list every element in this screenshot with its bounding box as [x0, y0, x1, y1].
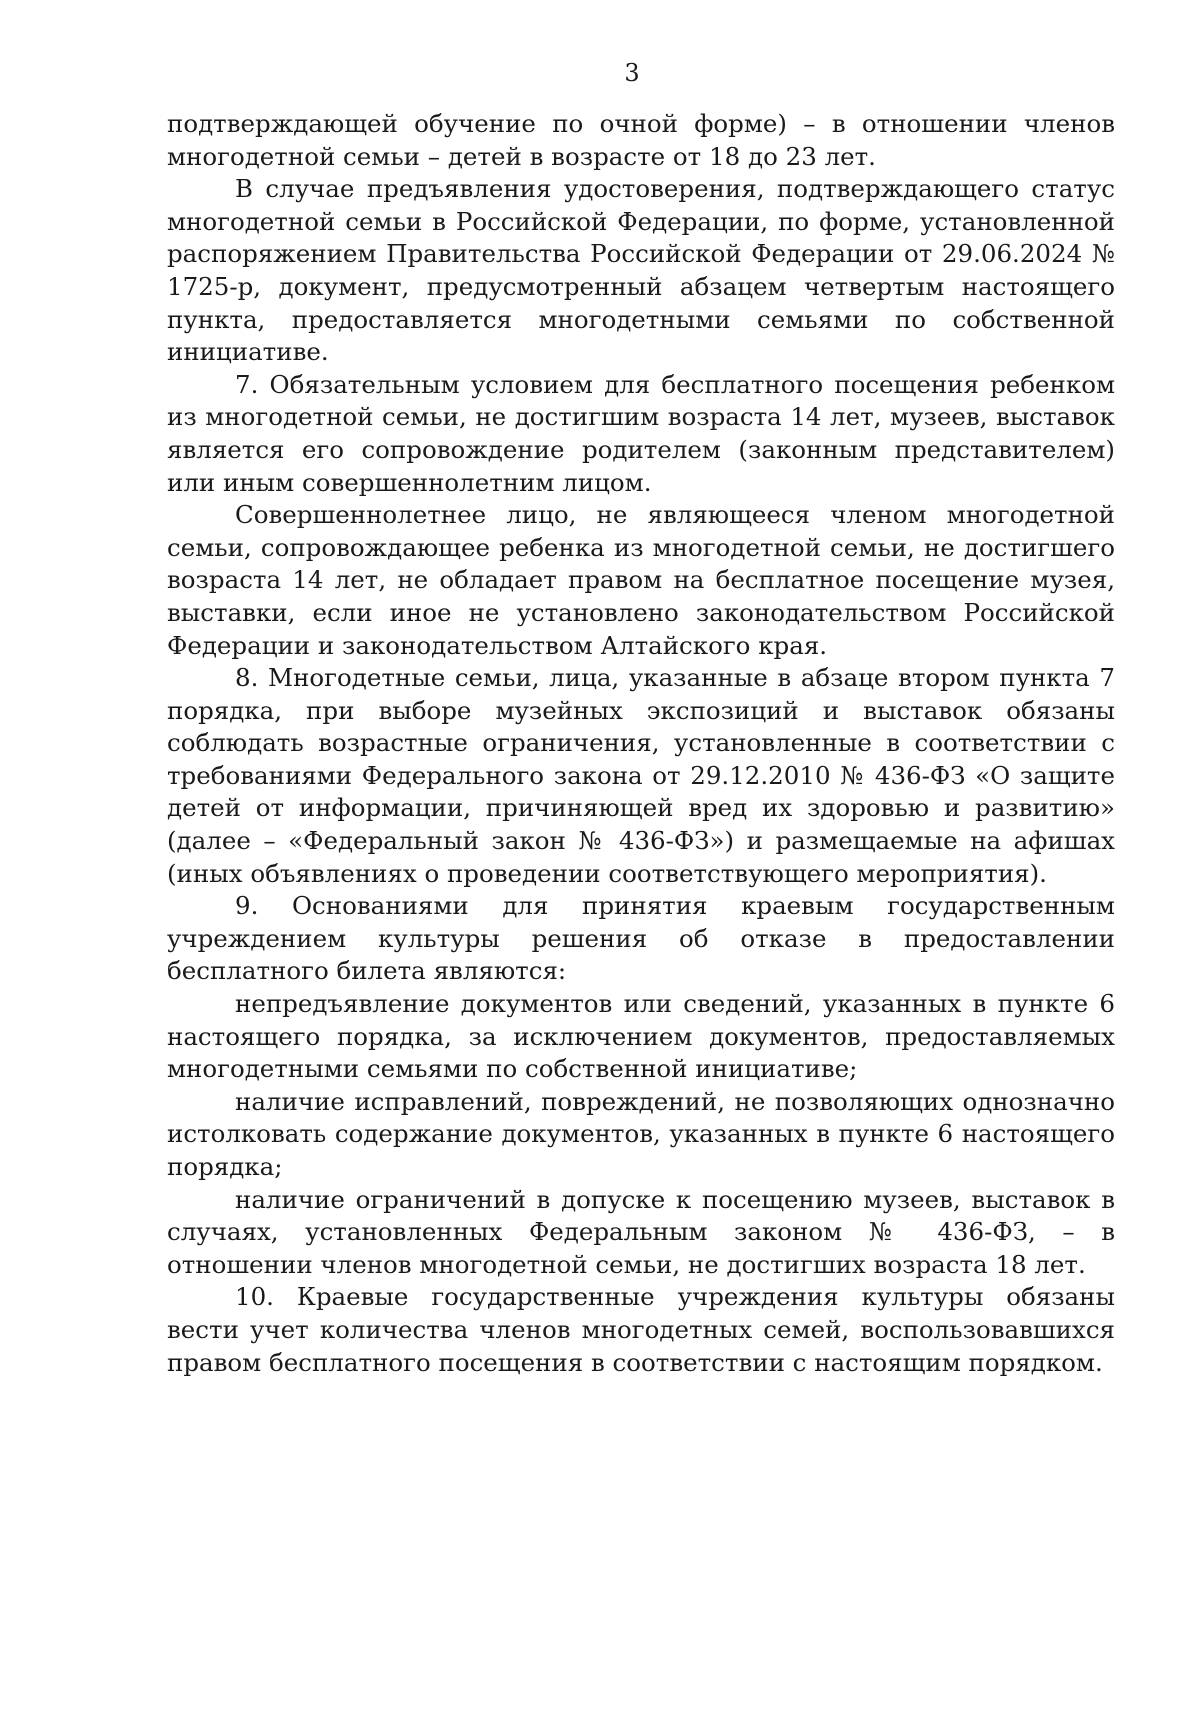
paragraph-item-8: 8. Многодетные семьи, лица, указанные в абзаце втором пункта 7 порядка, при выборе музейных экспозиций и выставок обязаны соблюдать возрастные ограничения, установленные в соответствии с требованиями Федерального закона от 29.12.2010 № 436-ФЗ «О защите детей от информации, причиняющей вред их здоровью и развитию» (далее – «Федеральный закон № 436-ФЗ») и размещаемые на афишах (иных объявлениях о проведении соответствующего мероприятия). [167, 663, 1115, 888]
paragraph-refusal-reason-1: непредъявление документов или сведений, указанных в пункте 6 настоящего порядка, за исключением документов, предоставляемых многодетными семьями по собственной инициативе; [167, 989, 1115, 1084]
document-body [167, 108, 1115, 1379]
paragraph-item-9: 9. Основаниями для принятия краевым государственным учреждением культуры решения об отказе в предоставлении бесплатного билета являются: [167, 891, 1115, 986]
page-number: 3 [624, 59, 640, 87]
paragraph-certificate-status: В случае предъявления удостоверения, подтверждающего статус многодетной семьи в Российской Федерации, по форме, установленной распоряжением Правительства Российской Федерации от 29.06.2024 № 1725-р, документ, предусмотренный абзацем четвертым настоящего пункта, предоставляется многодетными семьями по собственной инициативе. [167, 174, 1115, 367]
paragraph-refusal-reason-3: наличие ограничений в допуске к посещению музеев, выставок в случаях, установленных Федеральным законом № 436-ФЗ, – в отношении членов многодетной семьи, не достигших возраста 18 лет. [167, 1184, 1115, 1279]
paragraph-refusal-reason-2: наличие исправлений, повреждений, не позволяющих однозначно истолковать содержание документов, указанных в пункте 6 настоящего порядка; [167, 1086, 1115, 1181]
paragraph-continuation: подтверждающей обучение по очной форме) – в отношении членов многодетной семьи – детей в возрасте от 18 до 23 лет. [167, 109, 1115, 171]
paragraph-item-7: 7. Обязательным условием для бесплатного посещения ребенком из многодетной семьи, не достигшим возраста 14 лет, музеев, выставок является его сопровождение родителем (законным представителем) или иным совершеннолетним лицом. [167, 369, 1115, 497]
paragraph-adult-companion: Совершеннолетнее лицо, не являющееся членом многодетной семьи, сопровождающее ребенка из многодетной семьи, не достигшего возраста 14 лет, не обладает правом на бесплатное посещение музея, выставки, если иное не установлено законодательством Российской Федерации и законодательством Алтайского края. [167, 500, 1115, 660]
paragraph-item-10: 10. Краевые государственные учреждения культуры обязаны вести учет количества членов многодетных семей, воспользовавшихся правом бесплатного посещения в соответствии с настоящим порядком. [167, 1282, 1115, 1377]
